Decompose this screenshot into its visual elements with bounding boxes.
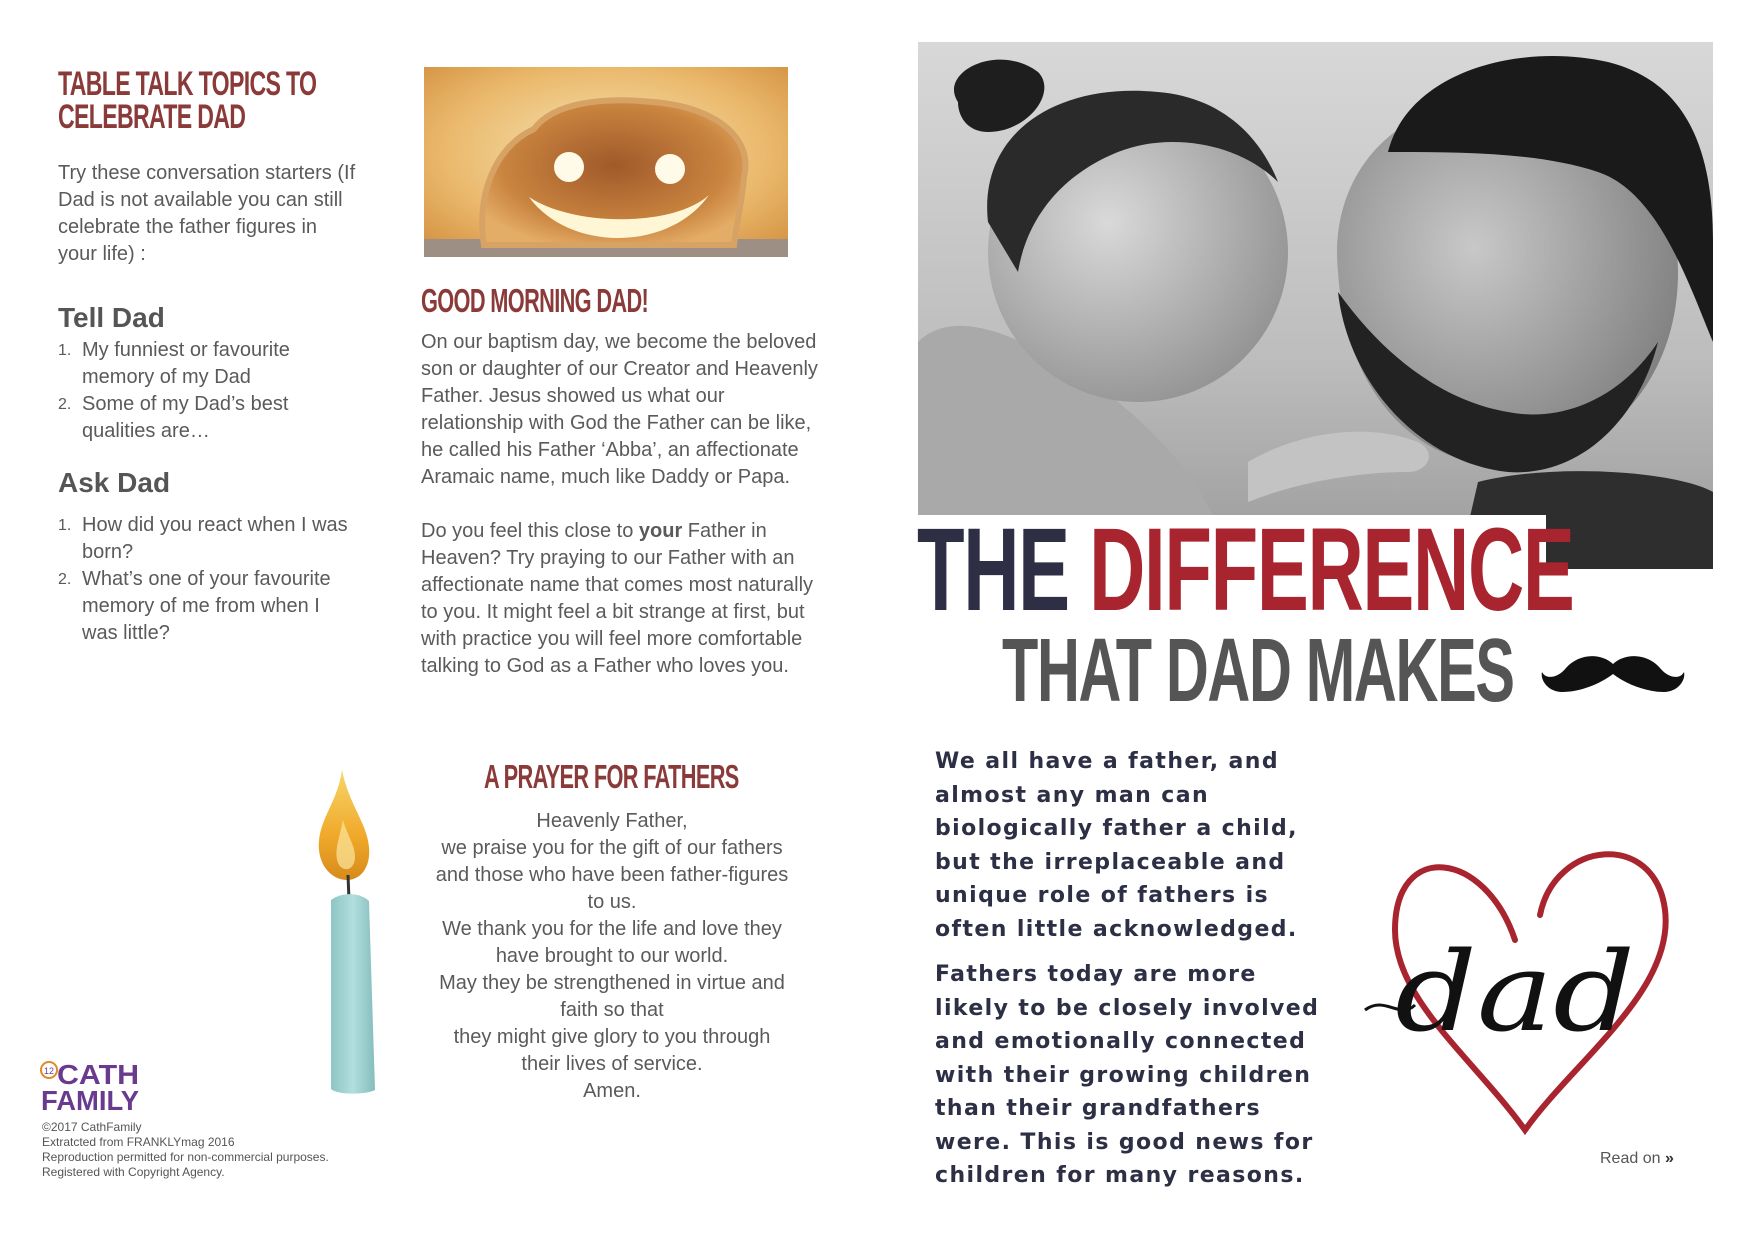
copyright-block	[42, 1120, 329, 1180]
prayer-line: Amen.	[583, 1080, 641, 1102]
paragraph-text: Do you feel this close to	[421, 520, 639, 542]
list-item-text: How did you react when I was born?	[82, 514, 348, 563]
prayer-line: and those who have been father-figures	[435, 864, 789, 886]
copyright-line: Reproduction permitted for non-commercial purposes.	[42, 1150, 329, 1164]
title-word-difference: DIFFERENCE	[1089, 504, 1574, 636]
prayer-line: their lives of service.	[521, 1053, 703, 1075]
intro-paragraph-1: We all have a father, and almost any man can biologically father a child, but the irreplaceable and unique role of fathers is often little acknowledged.	[935, 749, 1298, 942]
intro-paragraph-2: Fathers today are more likely to be closely involved and emotionally connected with their growing children than their grandfathers were. This is good news for children for many reasons.	[935, 962, 1320, 1188]
main-title-line1	[917, 504, 1574, 636]
prayer-line: We thank you for the life and love they	[442, 918, 782, 940]
list-item	[58, 391, 348, 445]
prayer-line: Heavenly Father,	[536, 810, 688, 832]
prayer-title: A PRAYER FOR FATHERS	[484, 758, 739, 795]
read-on-label: Read on	[1600, 1150, 1661, 1167]
table-talk-title-line1: TABLE TALK TOPICS TO	[58, 65, 317, 103]
candle-illustration	[305, 765, 395, 1095]
copyright-line: Extratcted from FRANKLYmag 2016	[42, 1135, 235, 1149]
list-item	[58, 337, 348, 391]
ask-dad-list	[58, 512, 358, 647]
prayer-line: they might give glory to you through	[453, 1026, 771, 1048]
prayer-line: we praise you for the gift of our fathers	[441, 837, 783, 859]
prayer-line: faith so that	[560, 999, 664, 1021]
double-chevron-right-icon: »	[1664, 1150, 1674, 1167]
logo-badge: 12	[43, 1066, 55, 1076]
list-number: 1.	[58, 342, 72, 359]
good-morning-title: GOOD MORNING DAD!	[421, 282, 649, 319]
list-item-text: My funniest or favourite memory of my Dad	[82, 339, 290, 388]
copyright-line: ©2017 CathFamily	[42, 1120, 142, 1134]
good-morning-paragraph-1: On our baptism day, we become the beloved son or daughter of our Creator and Heavenly Father. Jesus showed us what our relationship with God the Father can be like, he called his Father ‘Abba’, an affectionate Aramaic name, much like Daddy or Papa.	[421, 331, 818, 488]
father-daughter-photo	[918, 42, 1713, 569]
paragraph-text: Father in Heaven? Try praying to our Father with an affectionate name that comes most naturally to you. It might feel a bit strange at first, but with practice you will feel more comfortable talking to God as a Father who loves you.	[421, 520, 814, 677]
prayer-body	[420, 808, 804, 1105]
emphasis-text: your	[638, 520, 683, 542]
tell-dad-list	[58, 337, 348, 445]
list-item	[58, 566, 358, 647]
logo-line2: FAMILY	[41, 1085, 140, 1114]
main-title-line2: THAT DAD MAKES	[1002, 621, 1514, 721]
prayer-line: have brought to our world.	[495, 945, 729, 967]
list-item-text: What’s one of your favourite memory of me from when I was little?	[82, 568, 331, 644]
good-morning-body	[421, 329, 821, 707]
table-talk-intro: Try these conversation starters (If Dad is not available you can still celebrate the father figures in your life) :	[58, 162, 356, 265]
list-item-text: Some of my Dad’s best qualities are…	[82, 393, 289, 442]
heart-dad-word: dad	[1395, 928, 1635, 1056]
ask-dad-heading: Ask Dad	[58, 467, 171, 498]
prayer-line: May they be strengthened in virtue and	[439, 972, 785, 994]
mustache-icon	[1540, 650, 1686, 700]
good-morning-paragraph-2	[421, 518, 821, 680]
cathfamily-logo	[40, 1058, 150, 1114]
prayer-line: to us.	[587, 891, 637, 913]
title-word-the: THE	[917, 504, 1069, 636]
list-number: 2.	[58, 396, 72, 413]
read-on-link[interactable]	[1600, 1150, 1674, 1168]
table-talk-title	[58, 65, 317, 136]
table-talk-title-line2: CELEBRATE DAD	[58, 98, 246, 136]
intro-text	[935, 745, 1335, 1205]
list-number: 1.	[58, 517, 72, 534]
logo-line1: CATH	[57, 1059, 139, 1090]
copyright-line: Registered with Copyright Agency.	[42, 1165, 225, 1179]
heart-dad-illustration	[1355, 820, 1685, 1150]
list-number: 2.	[58, 571, 72, 588]
list-item	[58, 512, 358, 566]
tell-dad-heading: Tell Dad	[58, 302, 165, 333]
toast-smile-image	[424, 67, 788, 257]
